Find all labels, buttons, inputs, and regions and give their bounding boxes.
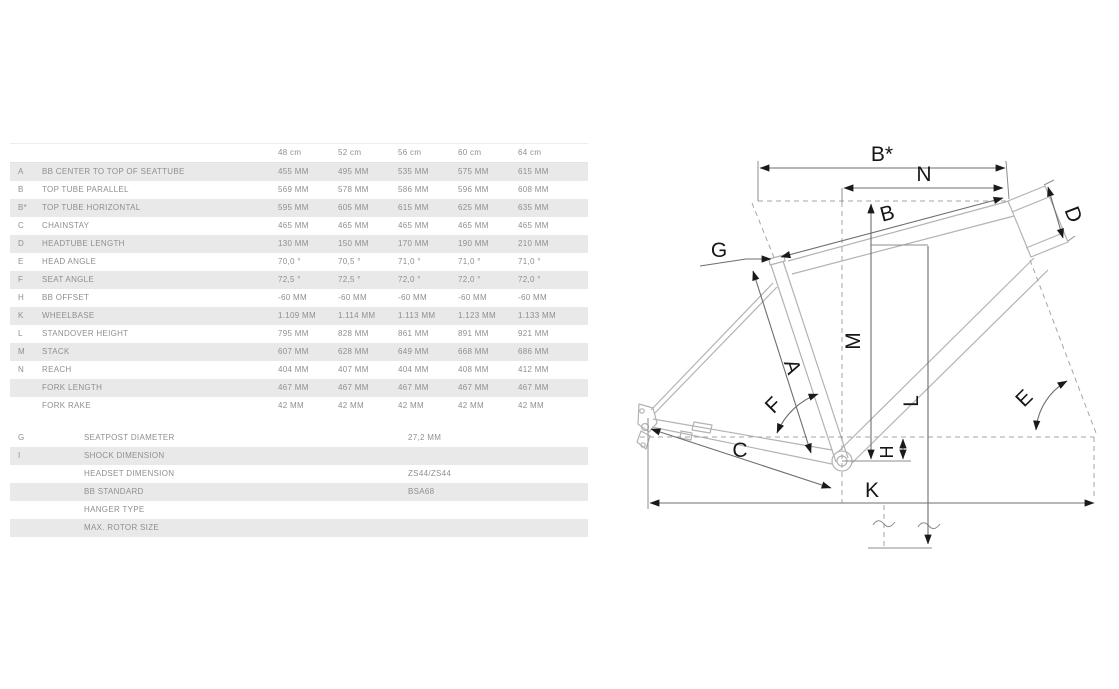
row-letter: H (18, 293, 25, 302)
row-value: 635 MM (518, 203, 549, 212)
row-value: -60 MM (518, 293, 547, 302)
table-row (10, 271, 588, 289)
row-value: 467 MM (278, 383, 309, 392)
row-label: SEATPOST DIAMETER (84, 433, 175, 442)
table-row (10, 361, 588, 379)
row-value: 465 MM (518, 221, 549, 230)
table-row (10, 429, 588, 447)
row-value: 465 MM (338, 221, 369, 230)
row-letter: L (18, 329, 23, 338)
row-value: 605 MM (338, 203, 369, 212)
row-value: 72,0 ° (458, 275, 481, 284)
label-g: G (710, 239, 728, 262)
row-label: FORK LENGTH (42, 383, 103, 392)
row-value: 595 MM (278, 203, 309, 212)
row-value: 130 MM (278, 239, 309, 248)
row-value: 586 MM (398, 185, 429, 194)
row-value: 625 MM (458, 203, 489, 212)
bike-frame-drawing (637, 186, 1068, 471)
row-value: 1.109 MM (278, 311, 316, 320)
row-label: BB OFFSET (42, 293, 90, 302)
table-row (10, 163, 588, 181)
row-value: BSA68 (408, 487, 435, 496)
size-column-header: 56 cm (398, 148, 422, 157)
row-label: HEADSET DIMENSION (84, 469, 175, 478)
row-value: 42 MM (398, 401, 424, 410)
label-h: H (877, 445, 897, 459)
row-label: BB CENTER TO TOP OF SEATTUBE (42, 167, 185, 176)
dimension-labels (711, 143, 1087, 502)
row-letter: B* (18, 203, 28, 212)
label-e: E (1011, 385, 1038, 412)
row-value: 70,0 ° (278, 257, 301, 266)
size-column-header: 48 cm (278, 148, 302, 157)
row-letter: A (18, 167, 24, 176)
row-value: 467 MM (518, 383, 549, 392)
row-value: 71,0 ° (518, 257, 541, 266)
row-value: 42 MM (338, 401, 364, 410)
row-value: 72,0 ° (518, 275, 541, 284)
table-row (10, 379, 588, 397)
row-value: 27,2 MM (408, 433, 442, 442)
table-row (10, 325, 588, 343)
row-value: 686 MM (518, 347, 549, 356)
row-value: 608 MM (518, 185, 549, 194)
label-l: L (900, 395, 923, 407)
row-label: TOP TUBE HORIZONTAL (42, 203, 141, 212)
row-value: -60 MM (458, 293, 487, 302)
row-value: 404 MM (278, 365, 309, 374)
row-letter: B (18, 185, 24, 194)
row-value: 70,5 ° (338, 257, 361, 266)
row-value: 404 MM (398, 365, 429, 374)
row-value: 467 MM (458, 383, 489, 392)
row-letter (10, 465, 42, 483)
row-value: 828 MM (338, 329, 369, 338)
row-value: 465 MM (398, 221, 429, 230)
row-label: FORK RAKE (42, 401, 91, 410)
table-row (10, 447, 588, 465)
table-row (10, 235, 588, 253)
row-label: BB STANDARD (84, 487, 144, 496)
label-f: F (760, 392, 787, 419)
size-column-header: 60 cm (458, 148, 482, 157)
row-value: 795 MM (278, 329, 309, 338)
row-letter: I (18, 451, 21, 460)
table-row (10, 343, 588, 361)
dim-seat-angle-arc (777, 394, 818, 433)
row-value: 668 MM (458, 347, 489, 356)
row-letter (10, 379, 42, 397)
label-a: A (778, 356, 806, 378)
label-b-star: B* (870, 143, 894, 166)
row-value: 891 MM (458, 329, 489, 338)
row-value: 921 MM (518, 329, 549, 338)
row-value: 615 MM (398, 203, 429, 212)
row-value: -60 MM (398, 293, 427, 302)
row-value: 615 MM (518, 167, 549, 176)
row-value: 42 MM (458, 401, 484, 410)
table-row (10, 289, 588, 307)
row-value: 1.123 MM (458, 311, 496, 320)
row-label: MAX. ROTOR SIZE (84, 523, 160, 532)
row-label: HEAD ANGLE (42, 257, 97, 266)
row-letter (10, 483, 42, 501)
row-value: 535 MM (398, 167, 429, 176)
row-value: 575 MM (458, 167, 489, 176)
row-value: 407 MM (338, 365, 369, 374)
top-tube (788, 201, 1009, 261)
row-value: 1.114 MM (338, 311, 376, 320)
row-value: 861 MM (398, 329, 429, 338)
label-c: C (732, 439, 748, 462)
table-row (10, 483, 588, 501)
row-value: 72,5 ° (338, 275, 361, 284)
row-value: -60 MM (338, 293, 367, 302)
seat-stay (651, 283, 773, 410)
row-label: WHEELBASE (42, 311, 95, 320)
row-label: SEAT ANGLE (42, 275, 95, 284)
row-letter (10, 397, 42, 415)
row-value: 607 MM (278, 347, 309, 356)
row-value: 628 MM (338, 347, 369, 356)
down-tube (838, 258, 1034, 452)
row-value: 150 MM (338, 239, 369, 248)
table-row (10, 253, 588, 271)
head-tube (1008, 186, 1068, 257)
header-spacer (42, 144, 278, 162)
row-value: 1.113 MM (398, 311, 436, 320)
table-row (10, 181, 588, 199)
row-value: 596 MM (458, 185, 489, 194)
table-row (10, 465, 588, 483)
row-value: 412 MM (518, 365, 549, 374)
label-k: K (864, 479, 880, 502)
row-value: 578 MM (338, 185, 369, 194)
row-letter (10, 501, 42, 519)
break-symbol (918, 523, 940, 529)
detail-table-rows (10, 429, 588, 537)
row-value: 569 MM (278, 185, 309, 194)
row-label: CHAINSTAY (42, 221, 90, 230)
row-value: 42 MM (518, 401, 544, 410)
size-table-rows (10, 163, 588, 415)
table-row (10, 199, 588, 217)
dim-head-angle-arc (1036, 381, 1067, 430)
label-n: N (916, 163, 932, 186)
row-label: TOP TUBE PARALLEL (42, 185, 129, 194)
row-label: STANDOVER HEIGHT (42, 329, 129, 338)
row-letter: M (18, 347, 25, 356)
row-value: 71,0 ° (458, 257, 481, 266)
table-row (10, 501, 588, 519)
size-column-header: 64 cm (518, 148, 542, 157)
row-label: REACH (42, 365, 72, 374)
row-letter: K (18, 311, 24, 320)
row-letter: G (18, 433, 25, 442)
frame-geometry-diagram (618, 128, 1119, 570)
size-column-header: 52 cm (338, 148, 362, 157)
row-value: ZS44/ZS44 (408, 469, 452, 478)
row-value: 72,5 ° (278, 275, 301, 284)
row-value: 72,0 ° (398, 275, 421, 284)
row-label: HEADTUBE LENGTH (42, 239, 125, 248)
row-value: 1.133 MM (518, 311, 556, 320)
row-letter: D (18, 239, 25, 248)
row-letter: F (18, 275, 24, 284)
label-d: D (1059, 203, 1087, 226)
row-value: 465 MM (458, 221, 489, 230)
row-letter: N (18, 365, 25, 374)
row-letter: C (18, 221, 25, 230)
row-value: 210 MM (518, 239, 549, 248)
table-row (10, 397, 588, 415)
row-value: 467 MM (338, 383, 369, 392)
label-b: B (877, 200, 898, 227)
row-value: 408 MM (458, 365, 489, 374)
row-value: 495 MM (338, 167, 369, 176)
row-value: 467 MM (398, 383, 429, 392)
row-label: SHOCK DIMENSION (84, 451, 165, 460)
geometry-table (10, 143, 588, 537)
row-value: 170 MM (398, 239, 429, 248)
row-label: HANGER TYPE (84, 505, 145, 514)
row-letter (10, 519, 42, 537)
row-value: 649 MM (398, 347, 429, 356)
row-value: -60 MM (278, 293, 307, 302)
table-row (10, 519, 588, 537)
row-letter: E (18, 257, 24, 266)
row-value: 71,0 ° (398, 257, 421, 266)
row-value: 455 MM (278, 167, 309, 176)
label-m: M (842, 332, 865, 350)
row-label: STACK (42, 347, 70, 356)
table-row (10, 217, 588, 235)
row-value: 190 MM (458, 239, 489, 248)
size-table-header (10, 143, 588, 163)
header-spacer (10, 144, 42, 162)
row-value: 465 MM (278, 221, 309, 230)
row-value: 42 MM (278, 401, 304, 410)
table-row (10, 307, 588, 325)
